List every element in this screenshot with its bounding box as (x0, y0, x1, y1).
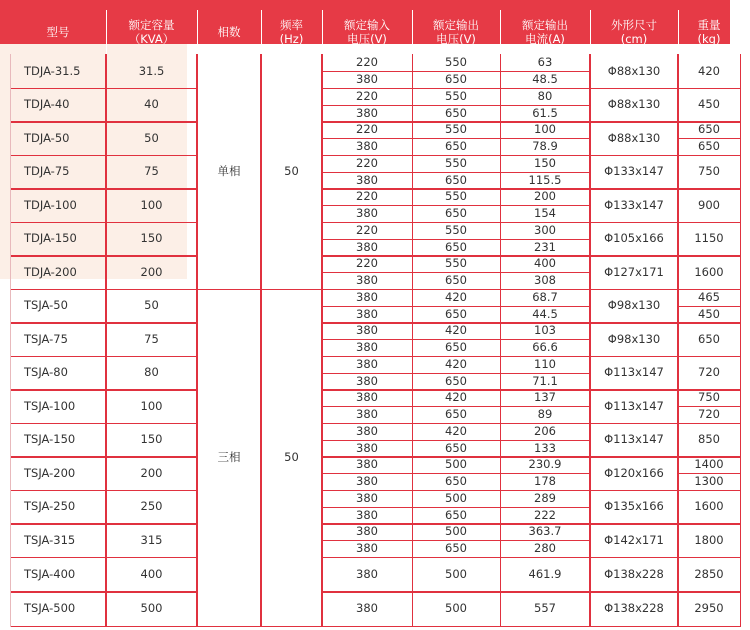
model-cell: TDJA-150 (24, 231, 77, 246)
header-cell (106, 10, 197, 54)
row-divider (322, 172, 590, 173)
row-divider (10, 626, 740, 628)
header-label: 额定输出 (522, 17, 568, 32)
header-unit: (kg) (697, 32, 721, 46)
output-voltage-cell: 650 (445, 273, 467, 288)
dimensions-cell: Φ120x166 (604, 465, 664, 480)
output-current-cell: 231 (534, 239, 556, 254)
weight-cell: 650 (698, 139, 720, 154)
output-voltage-cell: 650 (445, 139, 467, 154)
column-divider (678, 10, 679, 54)
dimensions-cell: Φ138x228 (604, 566, 664, 581)
dimensions-cell: Φ88x130 (607, 63, 661, 78)
capacity-cell: 150 (140, 231, 163, 246)
output-voltage-cell: 500 (445, 490, 467, 505)
row-divider (678, 406, 740, 407)
input-voltage-cell: 380 (356, 306, 378, 321)
output-current-cell: 200 (534, 189, 556, 204)
weight-cell: 750 (698, 390, 720, 405)
model-cell: TDJA-31.5 (24, 63, 81, 78)
input-voltage-cell: 380 (356, 273, 378, 288)
output-voltage-cell: 650 (445, 507, 467, 522)
phase-cell: 三相 (217, 450, 241, 465)
column-divider (677, 54, 679, 627)
column-divider (500, 10, 501, 54)
weight-cell: 750 (698, 164, 720, 179)
column-divider (500, 54, 501, 627)
input-voltage-cell: 380 (356, 206, 378, 221)
output-voltage-cell: 650 (445, 440, 467, 455)
output-voltage-cell: 500 (445, 566, 467, 581)
output-voltage-cell: 650 (445, 541, 467, 556)
row-divider (678, 138, 740, 139)
dimensions-cell: Φ135x166 (604, 499, 664, 514)
output-voltage-cell: 650 (445, 206, 467, 221)
frequency-cell: 50 (284, 450, 299, 465)
row-divider (322, 339, 590, 340)
output-current-cell: 137 (534, 390, 556, 405)
row-divider (322, 540, 590, 541)
output-voltage-cell: 550 (445, 256, 467, 271)
header-cell (590, 10, 678, 54)
header-label: 相数 (217, 24, 241, 39)
weight-cell: 450 (698, 97, 720, 112)
output-voltage-cell: 650 (445, 407, 467, 422)
model-cell: TDJA-50 (24, 130, 70, 145)
header-unit: 电压(V) (347, 32, 387, 46)
phase-cell: 单相 (217, 164, 241, 179)
header-unit: （KVA） (128, 32, 175, 46)
header-cell (261, 10, 322, 54)
capacity-cell: 400 (140, 566, 163, 581)
output-current-cell: 461.9 (528, 566, 562, 581)
output-voltage-cell: 420 (445, 289, 467, 304)
output-voltage-cell: 500 (445, 457, 467, 472)
input-voltage-cell: 380 (356, 172, 378, 187)
header-label: 外形尺寸 (611, 17, 657, 32)
row-divider (322, 205, 590, 206)
input-voltage-cell: 380 (356, 474, 378, 489)
dimensions-cell: Φ113x147 (604, 365, 664, 380)
column-divider (261, 10, 262, 54)
weight-cell: 1400 (694, 457, 724, 472)
column-divider (105, 54, 107, 627)
input-voltage-cell: 220 (356, 256, 378, 271)
input-voltage-cell: 380 (356, 373, 378, 388)
header-label: 重量 (697, 17, 721, 32)
row-divider (322, 507, 590, 508)
weight-cell: 720 (698, 407, 720, 422)
model-cell: TDJA-75 (24, 164, 70, 179)
dimensions-cell: Φ113x147 (604, 398, 664, 413)
header-cell (500, 10, 590, 54)
row-divider (322, 272, 590, 273)
capacity-cell: 100 (140, 197, 163, 212)
output-current-cell: 289 (534, 490, 556, 505)
row-divider (322, 71, 590, 72)
column-divider (590, 10, 591, 54)
weight-cell: 650 (698, 331, 720, 346)
weight-cell: 2950 (694, 601, 724, 616)
capacity-cell: 250 (140, 499, 163, 514)
model-cell: TSJA-200 (24, 465, 76, 480)
input-voltage-cell: 220 (356, 55, 378, 70)
column-divider (321, 54, 323, 627)
row-divider (322, 239, 590, 240)
capacity-cell: 200 (140, 264, 163, 279)
frequency-cell: 50 (284, 164, 299, 179)
weight-cell: 1600 (694, 264, 724, 279)
input-voltage-cell: 380 (356, 601, 378, 616)
model-cell: TSJA-315 (24, 532, 76, 547)
output-voltage-cell: 650 (445, 340, 467, 355)
row-divider (322, 306, 590, 307)
output-voltage-cell: 650 (445, 373, 467, 388)
header-label: 频率 (280, 17, 303, 32)
header-cell (197, 10, 261, 54)
output-current-cell: 363.7 (528, 524, 562, 539)
row-divider (678, 473, 740, 474)
input-voltage-cell: 380 (356, 490, 378, 505)
column-divider (412, 54, 413, 627)
weight-cell: 900 (698, 197, 720, 212)
input-voltage-cell: 380 (356, 289, 378, 304)
model-cell: TDJA-200 (24, 264, 77, 279)
output-current-cell: 308 (534, 273, 556, 288)
input-voltage-cell: 380 (356, 457, 378, 472)
capacity-cell: 31.5 (138, 63, 165, 78)
model-cell: TSJA-80 (24, 365, 68, 380)
model-cell: TDJA-100 (24, 197, 77, 212)
column-divider (260, 54, 262, 627)
column-divider (412, 10, 413, 54)
row-divider (322, 105, 590, 106)
output-current-cell: 71.1 (532, 373, 558, 388)
capacity-cell: 40 (144, 97, 159, 112)
model-cell: TSJA-250 (24, 499, 76, 514)
row-divider (322, 406, 590, 407)
model-cell: TDJA-40 (24, 97, 70, 112)
output-current-cell: 557 (534, 601, 556, 616)
header-label: 额定输出 (433, 17, 479, 32)
output-voltage-cell: 420 (445, 390, 467, 405)
column-divider (589, 54, 591, 627)
output-current-cell: 80 (537, 88, 553, 103)
output-voltage-cell: 650 (445, 72, 467, 87)
input-voltage-cell: 220 (356, 88, 378, 103)
header-label: 额定输入 (344, 17, 390, 32)
dimensions-cell: Φ98x130 (607, 298, 661, 313)
output-current-cell: 103 (534, 323, 556, 338)
output-current-cell: 68.7 (532, 289, 558, 304)
weight-cell: 1150 (694, 231, 724, 246)
column-divider (106, 10, 107, 54)
model-cell: TSJA-150 (24, 432, 76, 447)
input-voltage-cell: 380 (356, 340, 378, 355)
input-voltage-cell: 380 (356, 440, 378, 455)
dimensions-cell: Φ105x166 (604, 231, 664, 246)
output-current-cell: 222 (534, 507, 556, 522)
header-unit: (cm) (620, 32, 648, 46)
weight-cell: 720 (698, 365, 720, 380)
output-voltage-cell: 550 (445, 55, 467, 70)
capacity-cell: 150 (140, 432, 163, 447)
capacity-cell: 75 (144, 164, 159, 179)
capacity-cell: 50 (144, 130, 159, 145)
dimensions-cell: Φ88x130 (607, 130, 661, 145)
model-cell: TSJA-500 (24, 601, 76, 616)
output-current-cell: 44.5 (532, 306, 558, 321)
capacity-cell: 80 (144, 365, 159, 380)
weight-cell: 1300 (694, 474, 724, 489)
model-cell: TSJA-400 (24, 566, 76, 581)
column-divider (322, 10, 323, 54)
output-voltage-cell: 550 (445, 122, 467, 137)
input-voltage-cell: 380 (356, 507, 378, 522)
output-current-cell: 400 (534, 256, 556, 271)
row-divider (678, 306, 740, 307)
output-current-cell: 154 (534, 206, 556, 221)
weight-cell: 420 (698, 63, 720, 78)
weight-cell: 450 (698, 306, 720, 321)
column-divider (197, 10, 198, 54)
output-current-cell: 300 (534, 222, 556, 237)
input-voltage-cell: 380 (356, 105, 378, 120)
output-voltage-cell: 550 (445, 88, 467, 103)
output-current-cell: 110 (534, 356, 556, 371)
header-cell (678, 10, 740, 54)
output-current-cell: 230.9 (528, 457, 562, 472)
input-voltage-cell: 380 (356, 407, 378, 422)
model-cell: TSJA-100 (24, 398, 76, 413)
capacity-cell: 500 (140, 601, 163, 616)
weight-cell: 1600 (694, 499, 724, 514)
output-voltage-cell: 550 (445, 189, 467, 204)
output-current-cell: 178 (534, 474, 556, 489)
input-voltage-cell: 380 (356, 323, 378, 338)
header-unit: (Hz) (279, 32, 304, 46)
weight-cell: 650 (698, 122, 720, 137)
output-voltage-cell: 420 (445, 356, 467, 371)
weight-cell: 850 (698, 432, 720, 447)
output-current-cell: 61.5 (532, 105, 558, 120)
output-current-cell: 66.6 (532, 340, 558, 355)
weight-cell: 1800 (694, 532, 724, 547)
weight-cell: 465 (698, 289, 720, 304)
column-divider (196, 54, 198, 627)
output-voltage-cell: 650 (445, 105, 467, 120)
input-voltage-cell: 220 (356, 122, 378, 137)
capacity-cell: 200 (140, 465, 163, 480)
header-unit: 电压(V) (436, 32, 476, 46)
dimensions-cell: Φ88x130 (607, 97, 661, 112)
row-divider (322, 473, 590, 474)
header-label: 型号 (46, 24, 70, 39)
output-current-cell: 280 (534, 541, 556, 556)
dimensions-cell: Φ133x147 (604, 197, 664, 212)
output-current-cell: 133 (534, 440, 556, 455)
output-current-cell: 89 (537, 407, 553, 422)
input-voltage-cell: 380 (356, 541, 378, 556)
dimensions-cell: Φ142x171 (604, 532, 664, 547)
capacity-cell: 315 (140, 532, 163, 547)
output-voltage-cell: 650 (445, 474, 467, 489)
header-cell (322, 10, 412, 54)
dimensions-cell: Φ127x171 (604, 264, 664, 279)
capacity-cell: 50 (144, 298, 159, 313)
column-divider (10, 54, 11, 627)
input-voltage-cell: 380 (356, 524, 378, 539)
dimensions-cell: Φ98x130 (607, 331, 661, 346)
row-divider (322, 373, 590, 374)
input-voltage-cell: 380 (356, 139, 378, 154)
input-voltage-cell: 380 (356, 566, 378, 581)
capacity-cell: 100 (140, 398, 163, 413)
output-voltage-cell: 550 (445, 155, 467, 170)
dimensions-cell: Φ113x147 (604, 432, 664, 447)
header-cell (412, 10, 500, 54)
output-voltage-cell: 420 (445, 423, 467, 438)
output-voltage-cell: 650 (445, 172, 467, 187)
row-divider (322, 440, 590, 441)
output-current-cell: 115.5 (528, 172, 562, 187)
output-voltage-cell: 650 (445, 239, 467, 254)
input-voltage-cell: 220 (356, 222, 378, 237)
input-voltage-cell: 220 (356, 189, 378, 204)
output-current-cell: 63 (537, 55, 553, 70)
capacity-cell: 75 (144, 331, 159, 346)
output-voltage-cell: 500 (445, 524, 467, 539)
input-voltage-cell: 380 (356, 390, 378, 405)
row-divider (322, 138, 590, 139)
header-unit: 电流(A) (525, 32, 565, 46)
output-current-cell: 150 (534, 155, 556, 170)
model-cell: TSJA-75 (24, 331, 68, 346)
output-voltage-cell: 420 (445, 323, 467, 338)
input-voltage-cell: 380 (356, 239, 378, 254)
input-voltage-cell: 380 (356, 356, 378, 371)
input-voltage-cell: 220 (356, 155, 378, 170)
input-voltage-cell: 380 (356, 423, 378, 438)
output-voltage-cell: 550 (445, 222, 467, 237)
output-current-cell: 100 (534, 122, 556, 137)
output-voltage-cell: 650 (445, 306, 467, 321)
model-cell: TSJA-50 (24, 298, 68, 313)
weight-cell: 2850 (694, 566, 724, 581)
output-current-cell: 48.5 (532, 72, 558, 87)
column-divider (740, 54, 741, 627)
dimensions-cell: Φ133x147 (604, 164, 664, 179)
dimensions-cell: Φ138x228 (604, 601, 664, 616)
output-current-cell: 206 (534, 423, 556, 438)
header-label: 额定容量 (128, 17, 175, 32)
input-voltage-cell: 380 (356, 72, 378, 87)
header-cell (10, 10, 106, 54)
output-voltage-cell: 500 (445, 601, 467, 616)
output-current-cell: 78.9 (532, 139, 558, 154)
